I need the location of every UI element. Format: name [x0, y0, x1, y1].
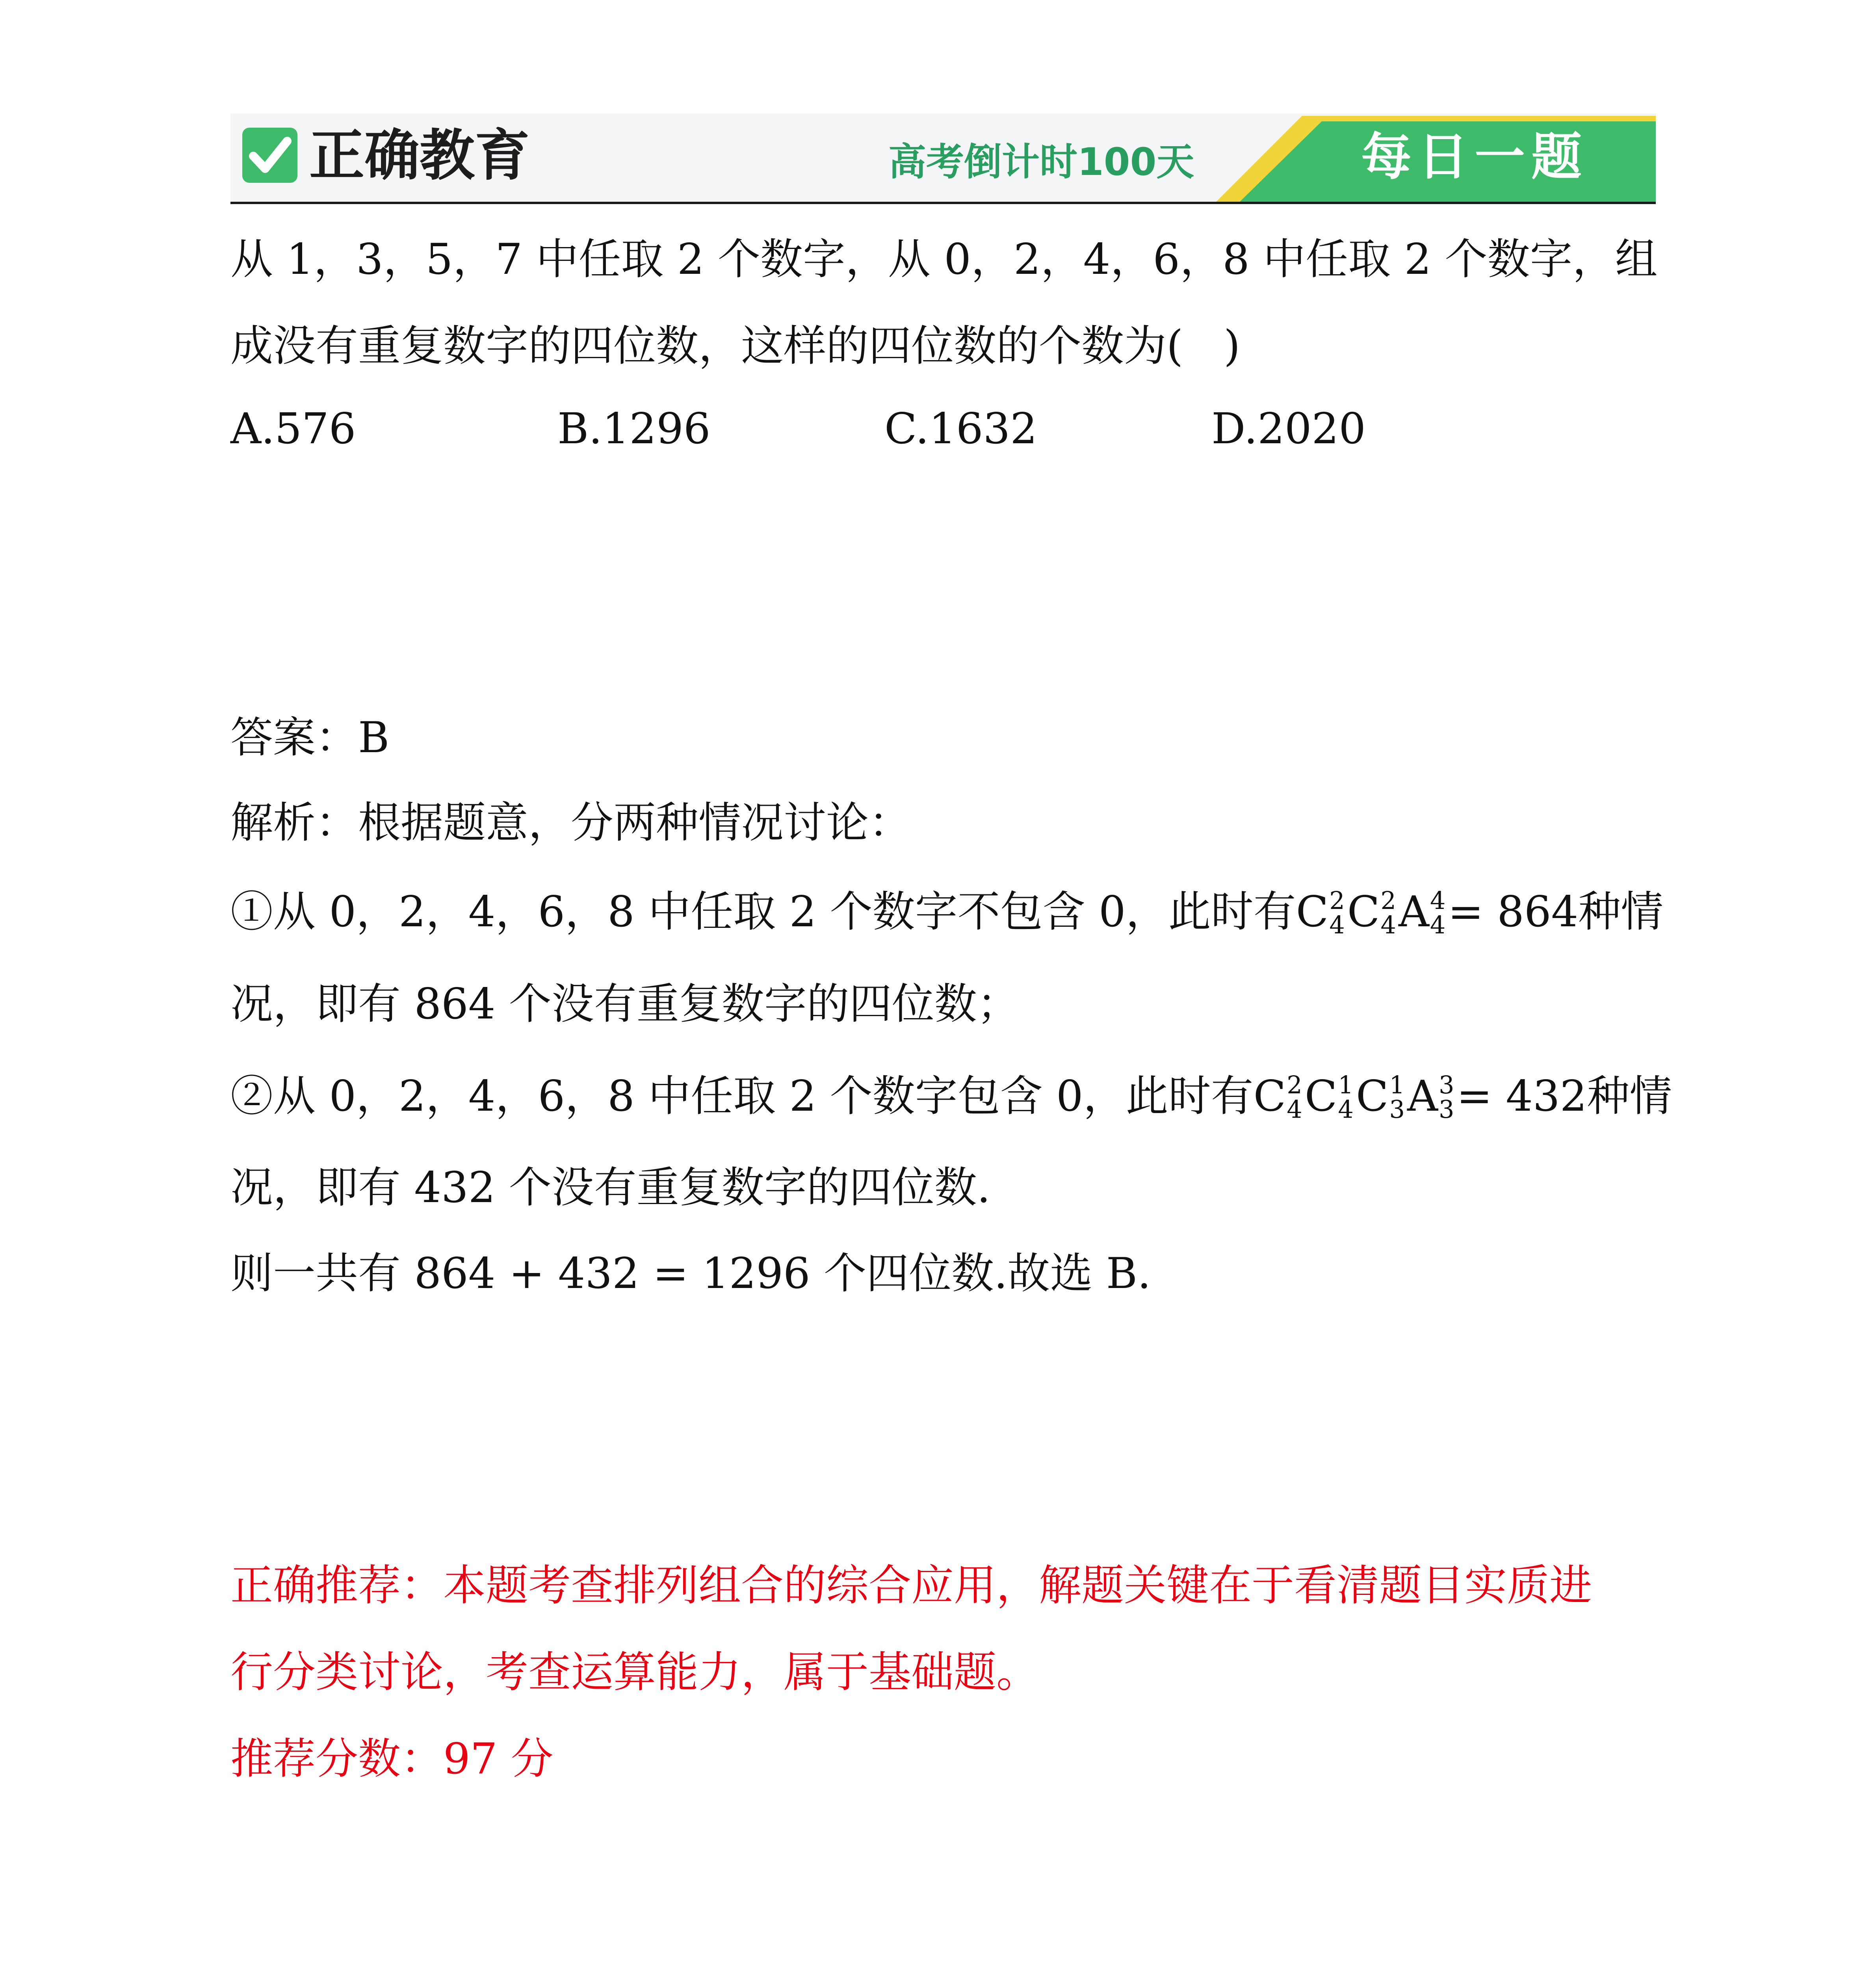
case-1-formula: C 2 4 C 2 4 A 4 4 = 864 — [1296, 886, 1579, 939]
option-d: D.2020 — [1211, 404, 1366, 453]
case-1-line-2: 况，即有 864 个没有重复数字的四位数； — [230, 979, 1020, 1029]
case-1-suffix: 种情 — [1578, 887, 1664, 937]
recommend-line-2: 行分类讨论，考查运算能力，属于基础题。 — [230, 1648, 1039, 1697]
recommend-line-1: 正确推荐：本题考查排列组合的综合应用，解题关键在于看清题目实质进 — [230, 1561, 1592, 1610]
countdown-label: 高考倒计时100天 — [888, 140, 1194, 184]
conclusion: 则一共有 864 + 432 = 1296 个四位数.故选 B. — [230, 1249, 1151, 1298]
analysis-intro: 解析：根据题意，分两种情况讨论： — [230, 798, 912, 847]
question-line-2: 成没有重复数字的四位数，这样的四位数的个数为( ) — [230, 322, 1241, 371]
case-2-line-1 — [230, 1071, 1672, 1124]
header-banner — [230, 113, 1656, 203]
check-logo-icon — [242, 128, 297, 183]
daily-question-label: 每日一题 — [1361, 128, 1588, 186]
case-2-suffix: 种情 — [1587, 1072, 1672, 1121]
option-a: A.576 — [230, 404, 356, 453]
answer-label: 答案：B — [230, 713, 390, 762]
case-2-formula: C 2 4 C 1 4 C 1 3 A 3 3 = 432 — [1253, 1070, 1587, 1124]
option-b: B.1296 — [557, 404, 711, 453]
recommend-score: 推荐分数：97 分 — [230, 1734, 554, 1784]
options-row — [230, 403, 1649, 455]
header-divider — [230, 202, 1656, 204]
option-c: C.1632 — [884, 404, 1037, 453]
case-1-line-1 — [230, 886, 1663, 940]
case-2-prefix: ②从 0，2，4，6，8 中任取 2 个数字包含 0，此时有 — [230, 1072, 1254, 1121]
case-1-prefix: ①从 0，2，4，6，8 中任取 2 个数字不包含 0，此时有 — [230, 887, 1296, 937]
brand-name: 正确教育 — [309, 124, 530, 188]
question-line-1: 从 1，3，5，7 中任取 2 个数字，从 0，2，4，6，8 中任取 2 个数字，组 — [230, 235, 1658, 284]
case-2-line-2: 况，即有 432 个没有重复数字的四位数. — [230, 1163, 991, 1212]
